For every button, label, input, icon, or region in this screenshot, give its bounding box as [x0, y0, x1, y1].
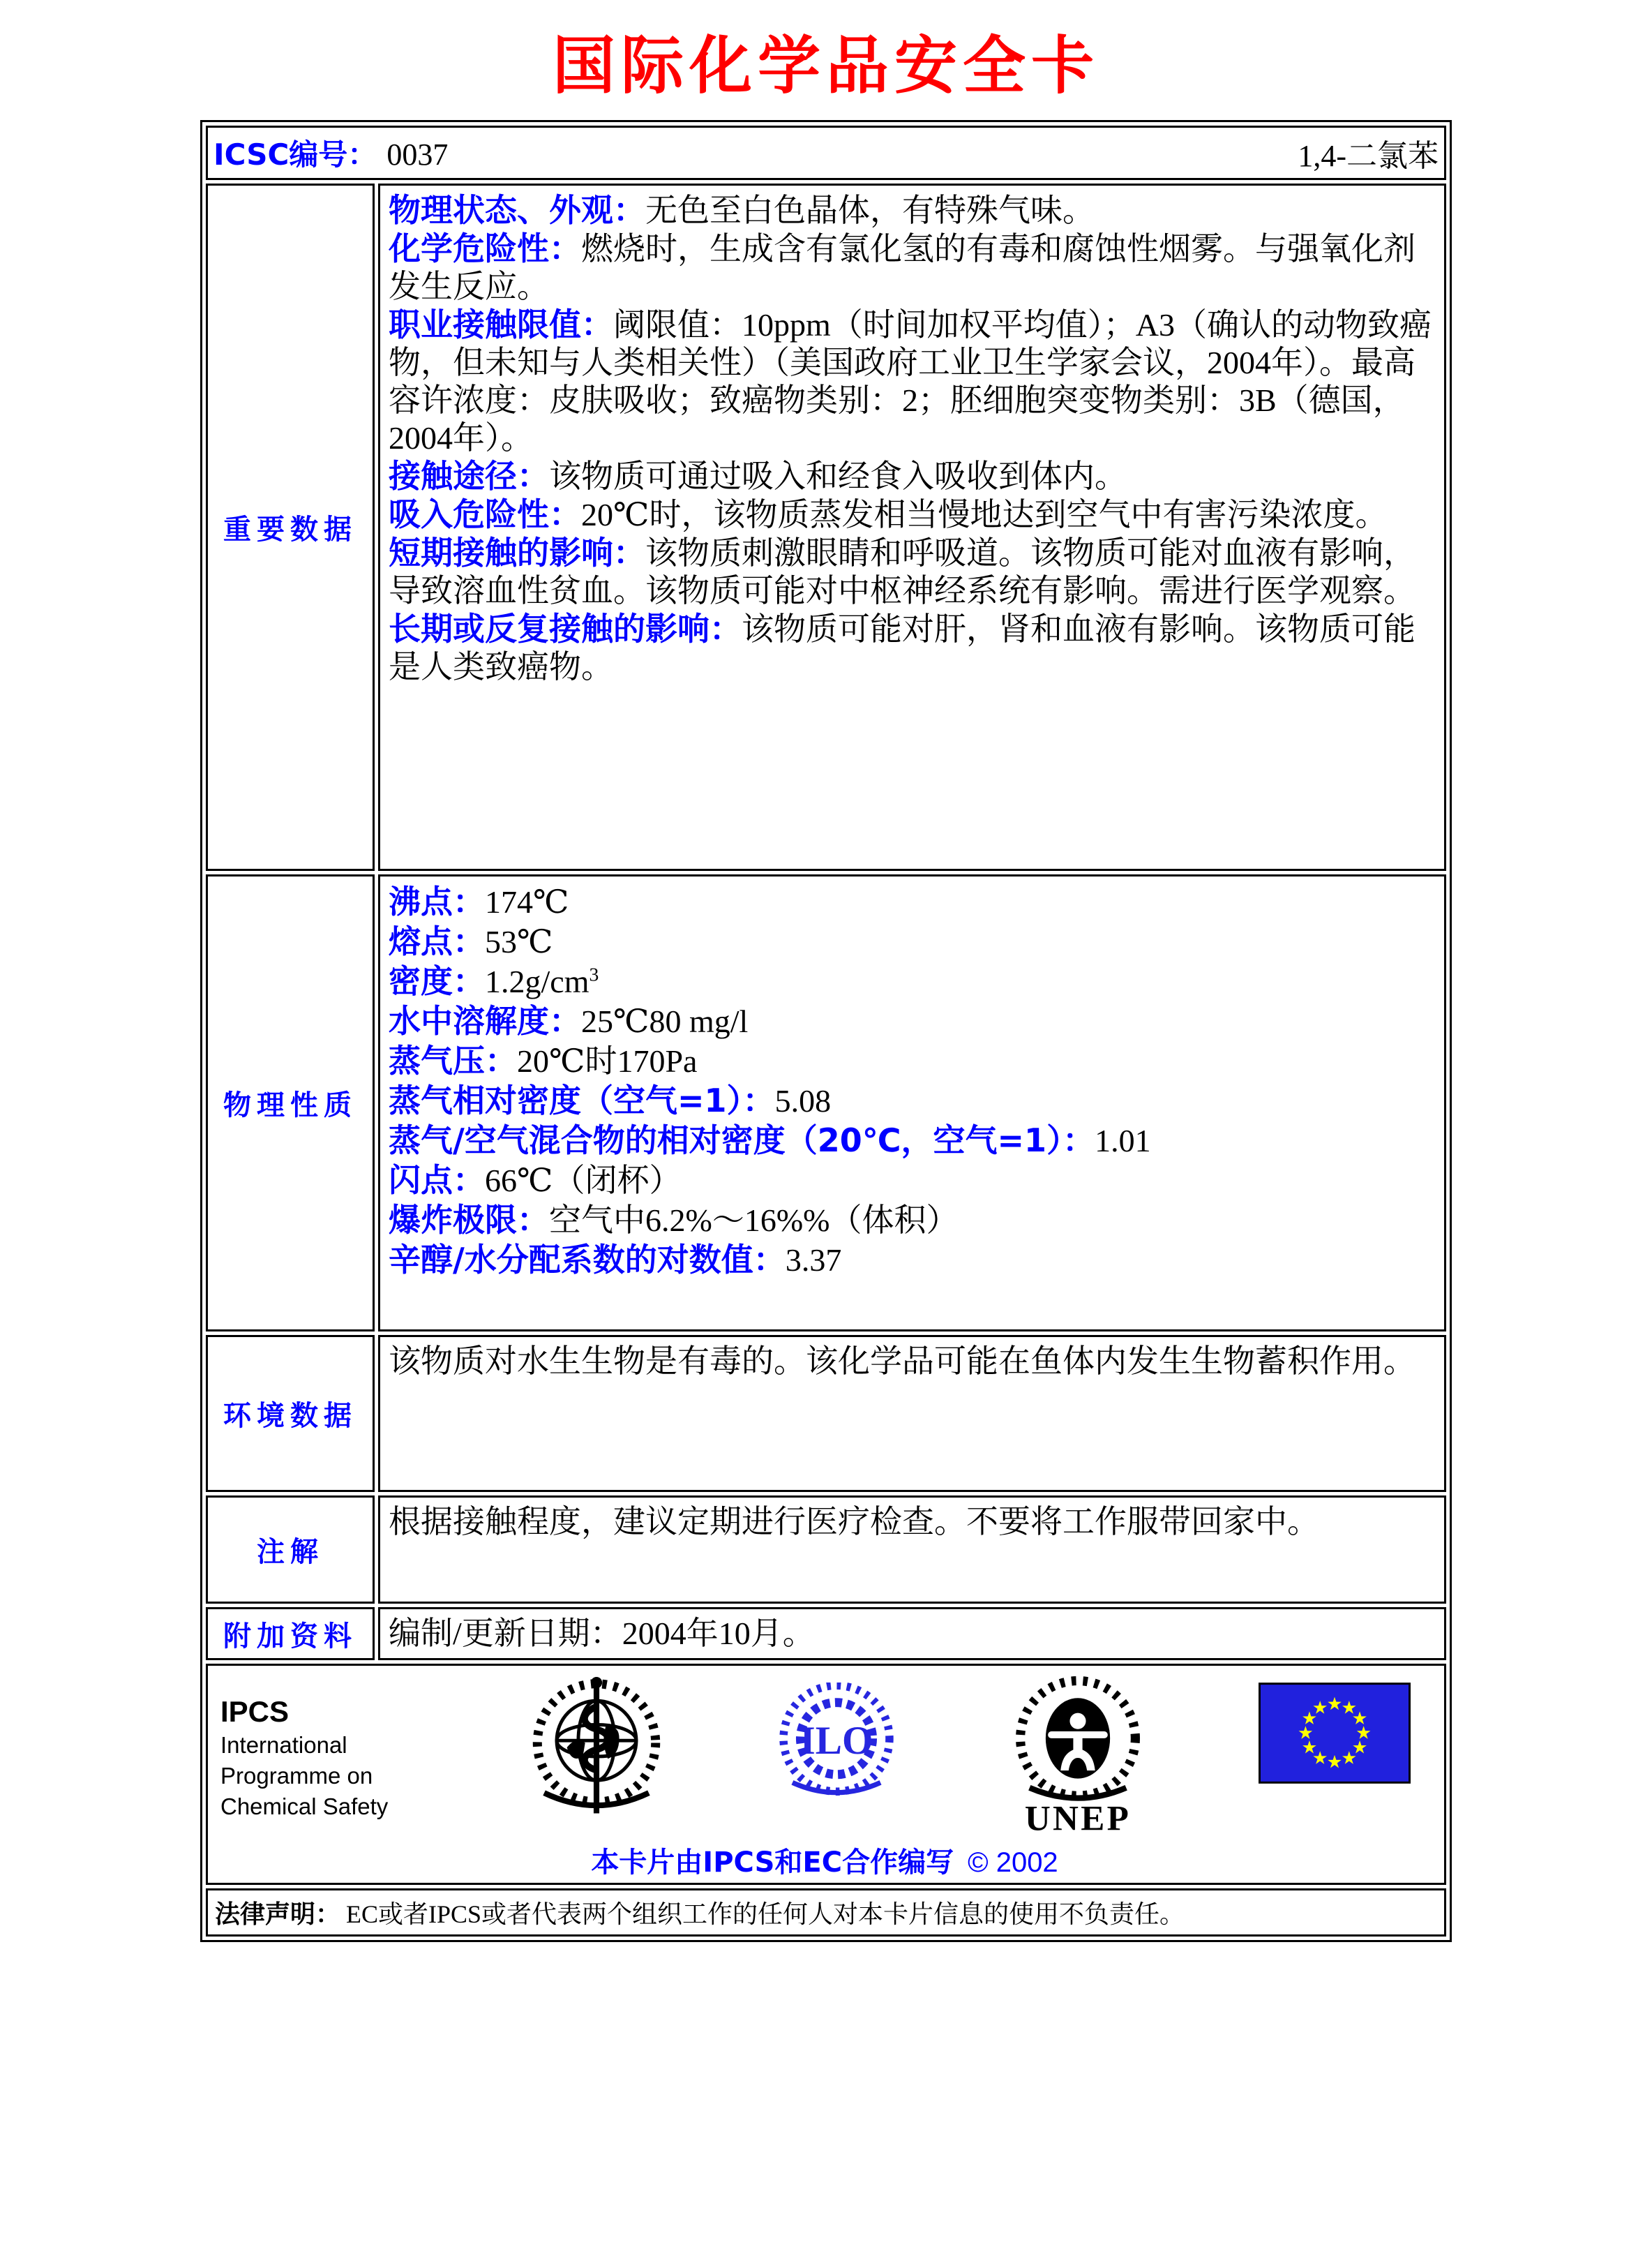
legal-row — [206, 1888, 1446, 1937]
field-value: 5.08 — [774, 1083, 832, 1119]
property-line — [389, 1161, 1434, 1200]
ipcs-name-line: Programme on — [220, 1763, 373, 1789]
property-line — [389, 882, 1434, 922]
ilo-monogram: ILO — [799, 1718, 873, 1763]
important-data-row — [206, 184, 1446, 871]
field-label: 沸点： — [389, 883, 485, 920]
field-value: 该物质可能对肝，肾和血液有影响。该物质可能是人类致癌物。 — [389, 611, 1416, 685]
property-line — [389, 922, 1434, 962]
field-value: 66℃（闭杯） — [485, 1163, 682, 1198]
environmental-data-row — [206, 1335, 1446, 1492]
ipcs-name-line: International — [220, 1732, 347, 1758]
section-label-notes: 注解 — [206, 1495, 375, 1604]
icsc-number-group — [213, 132, 448, 174]
field-label: 吸入危险性： — [389, 495, 581, 533]
property-line — [389, 230, 1434, 306]
environmental-data-content: 该物质对水生生物是有毒的。该化学品可能在鱼体内发生生物蓄积作用。 — [378, 1335, 1446, 1492]
property-line — [389, 306, 1434, 457]
field-label: 辛醇/水分配系数的对数值： — [389, 1241, 786, 1278]
field-value: 20℃时170Pa — [517, 1043, 698, 1079]
field-value: 3.37 — [785, 1242, 842, 1278]
icsc-number-value: 0037 — [386, 137, 449, 172]
icsc-card-page — [0, 29, 1652, 1942]
property-line — [389, 534, 1434, 610]
property-line — [389, 1200, 1434, 1240]
field-label: 蒸气相对密度（空气=1）： — [389, 1082, 775, 1119]
property-line — [389, 962, 1434, 1001]
field-value: 该物质刺激眼睛和呼吸道。该物质可能对血液有影响，导致溶血性贫血。该物质可能对中枢神经系统有影响。需进行医学观察。 — [389, 535, 1416, 609]
additional-info-row — [206, 1607, 1446, 1660]
physical-properties-row — [206, 874, 1446, 1331]
ilo-logo-icon — [776, 1683, 896, 1806]
icsc-table — [200, 120, 1452, 1942]
field-value: 174℃ — [485, 884, 569, 920]
unep-logo-icon — [1009, 1673, 1147, 1840]
legal-text: EC或者IPCS或者代表两个组织工作的任何人对本卡片信息的使用不负责任。 — [346, 1900, 1185, 1928]
notes-content: 根据接触程度，建议定期进行医疗检查。不要将工作服带回家中。 — [378, 1495, 1446, 1604]
section-label-important-data: 重要数据 — [206, 184, 375, 871]
logos-cell — [206, 1664, 1446, 1885]
field-value: 该物质可通过吸入和经食入吸收到体内。 — [549, 458, 1127, 494]
legal-cell — [206, 1888, 1446, 1937]
field-value: 1.01 — [1095, 1123, 1151, 1158]
ipcs-acronym: IPCS — [220, 1695, 290, 1728]
icsc-number-label: ICSC编号： — [213, 137, 377, 172]
field-value: 无色至白色晶体，有特殊气味。 — [645, 193, 1095, 228]
copyright-text: © 2002 — [968, 1847, 1058, 1878]
field-value: 25℃80 mg/l — [581, 1004, 749, 1039]
section-label-additional-info: 附加资料 — [206, 1607, 375, 1660]
field-label: 熔点： — [389, 923, 485, 960]
physical-properties-content — [378, 874, 1446, 1331]
field-value: 燃烧时，生成含有氯化氢的有毒和腐蚀性烟雾。与强氧化剂发生反应。 — [389, 231, 1416, 304]
field-label: 化学危险性： — [389, 230, 581, 267]
property-line — [389, 457, 1434, 495]
superscript: 3 — [589, 963, 599, 985]
property-line — [389, 1041, 1434, 1081]
property-line — [389, 610, 1434, 686]
property-line — [389, 191, 1434, 230]
legal-label: 法律声明： — [215, 1900, 341, 1929]
section-label-physical-properties: 物理性质 — [206, 874, 375, 1331]
header-cell — [206, 126, 1446, 180]
field-value: 阈限值：10ppm（时间加权平均值）；A3（确认的动物致癌物，但未知与人类相关性）（美国政府工业卫生学家会议，2004年）。最高容许浓度：皮肤吸收；致癌物类别：2；胚细胞突变物类别：3B（德国，2004年）。 — [389, 307, 1432, 456]
notes-row — [206, 1495, 1446, 1604]
field-label: 接触途径： — [389, 457, 549, 495]
field-label: 蒸气/空气混合物的相对密度（20℃，空气=1）： — [389, 1121, 1095, 1159]
field-label: 闪点： — [389, 1161, 485, 1199]
logos-strip — [215, 1673, 1434, 1840]
field-label: 密度： — [389, 962, 485, 1000]
field-value: 空气中6.2%～16%%（体积） — [549, 1202, 959, 1238]
header-row — [206, 126, 1446, 180]
ipcs-name-line: Chemical Safety — [220, 1793, 389, 1819]
field-label: 职业接触限值： — [389, 306, 613, 343]
field-label: 物理状态、外观： — [389, 191, 645, 229]
field-value: 20℃时，该物质蒸发相当慢地达到空气中有害污染浓度。 — [581, 497, 1388, 532]
property-line — [389, 1001, 1434, 1041]
field-label: 长期或反复接触的影响： — [389, 610, 742, 648]
who-logo-icon — [528, 1677, 665, 1821]
property-line — [389, 1240, 1434, 1280]
field-label: 水中溶解度： — [389, 1002, 581, 1040]
header-flex — [213, 130, 1439, 175]
chemical-name: 1,4-二氯苯 — [1298, 139, 1439, 173]
logos-row — [206, 1664, 1446, 1885]
section-label-environmental-data: 环境数据 — [206, 1335, 375, 1492]
property-line — [389, 1121, 1434, 1161]
unep-label: UNEP — [1024, 1798, 1131, 1836]
field-label: 爆炸极限： — [389, 1201, 549, 1239]
property-line — [389, 1081, 1434, 1121]
page-title: 国际化学品安全卡 — [553, 29, 1099, 103]
important-data-content — [378, 184, 1446, 871]
field-value: $1.2g/cm^3$ — [485, 963, 599, 999]
ipcs-full-name — [220, 1730, 416, 1822]
additional-info-content: 编制/更新日期：2004年10月。 — [378, 1607, 1446, 1660]
credit-line — [215, 1847, 1434, 1879]
property-line — [389, 495, 1434, 534]
credit-text: 本卡片由IPCS和EC合作编写 — [591, 1847, 954, 1879]
field-value: 53℃ — [485, 924, 553, 960]
ipcs-text-block — [220, 1673, 416, 1822]
eu-flag-icon — [1259, 1683, 1411, 1787]
field-label: 短期接触的影响： — [389, 534, 645, 572]
field-label: 蒸气压： — [389, 1042, 517, 1080]
